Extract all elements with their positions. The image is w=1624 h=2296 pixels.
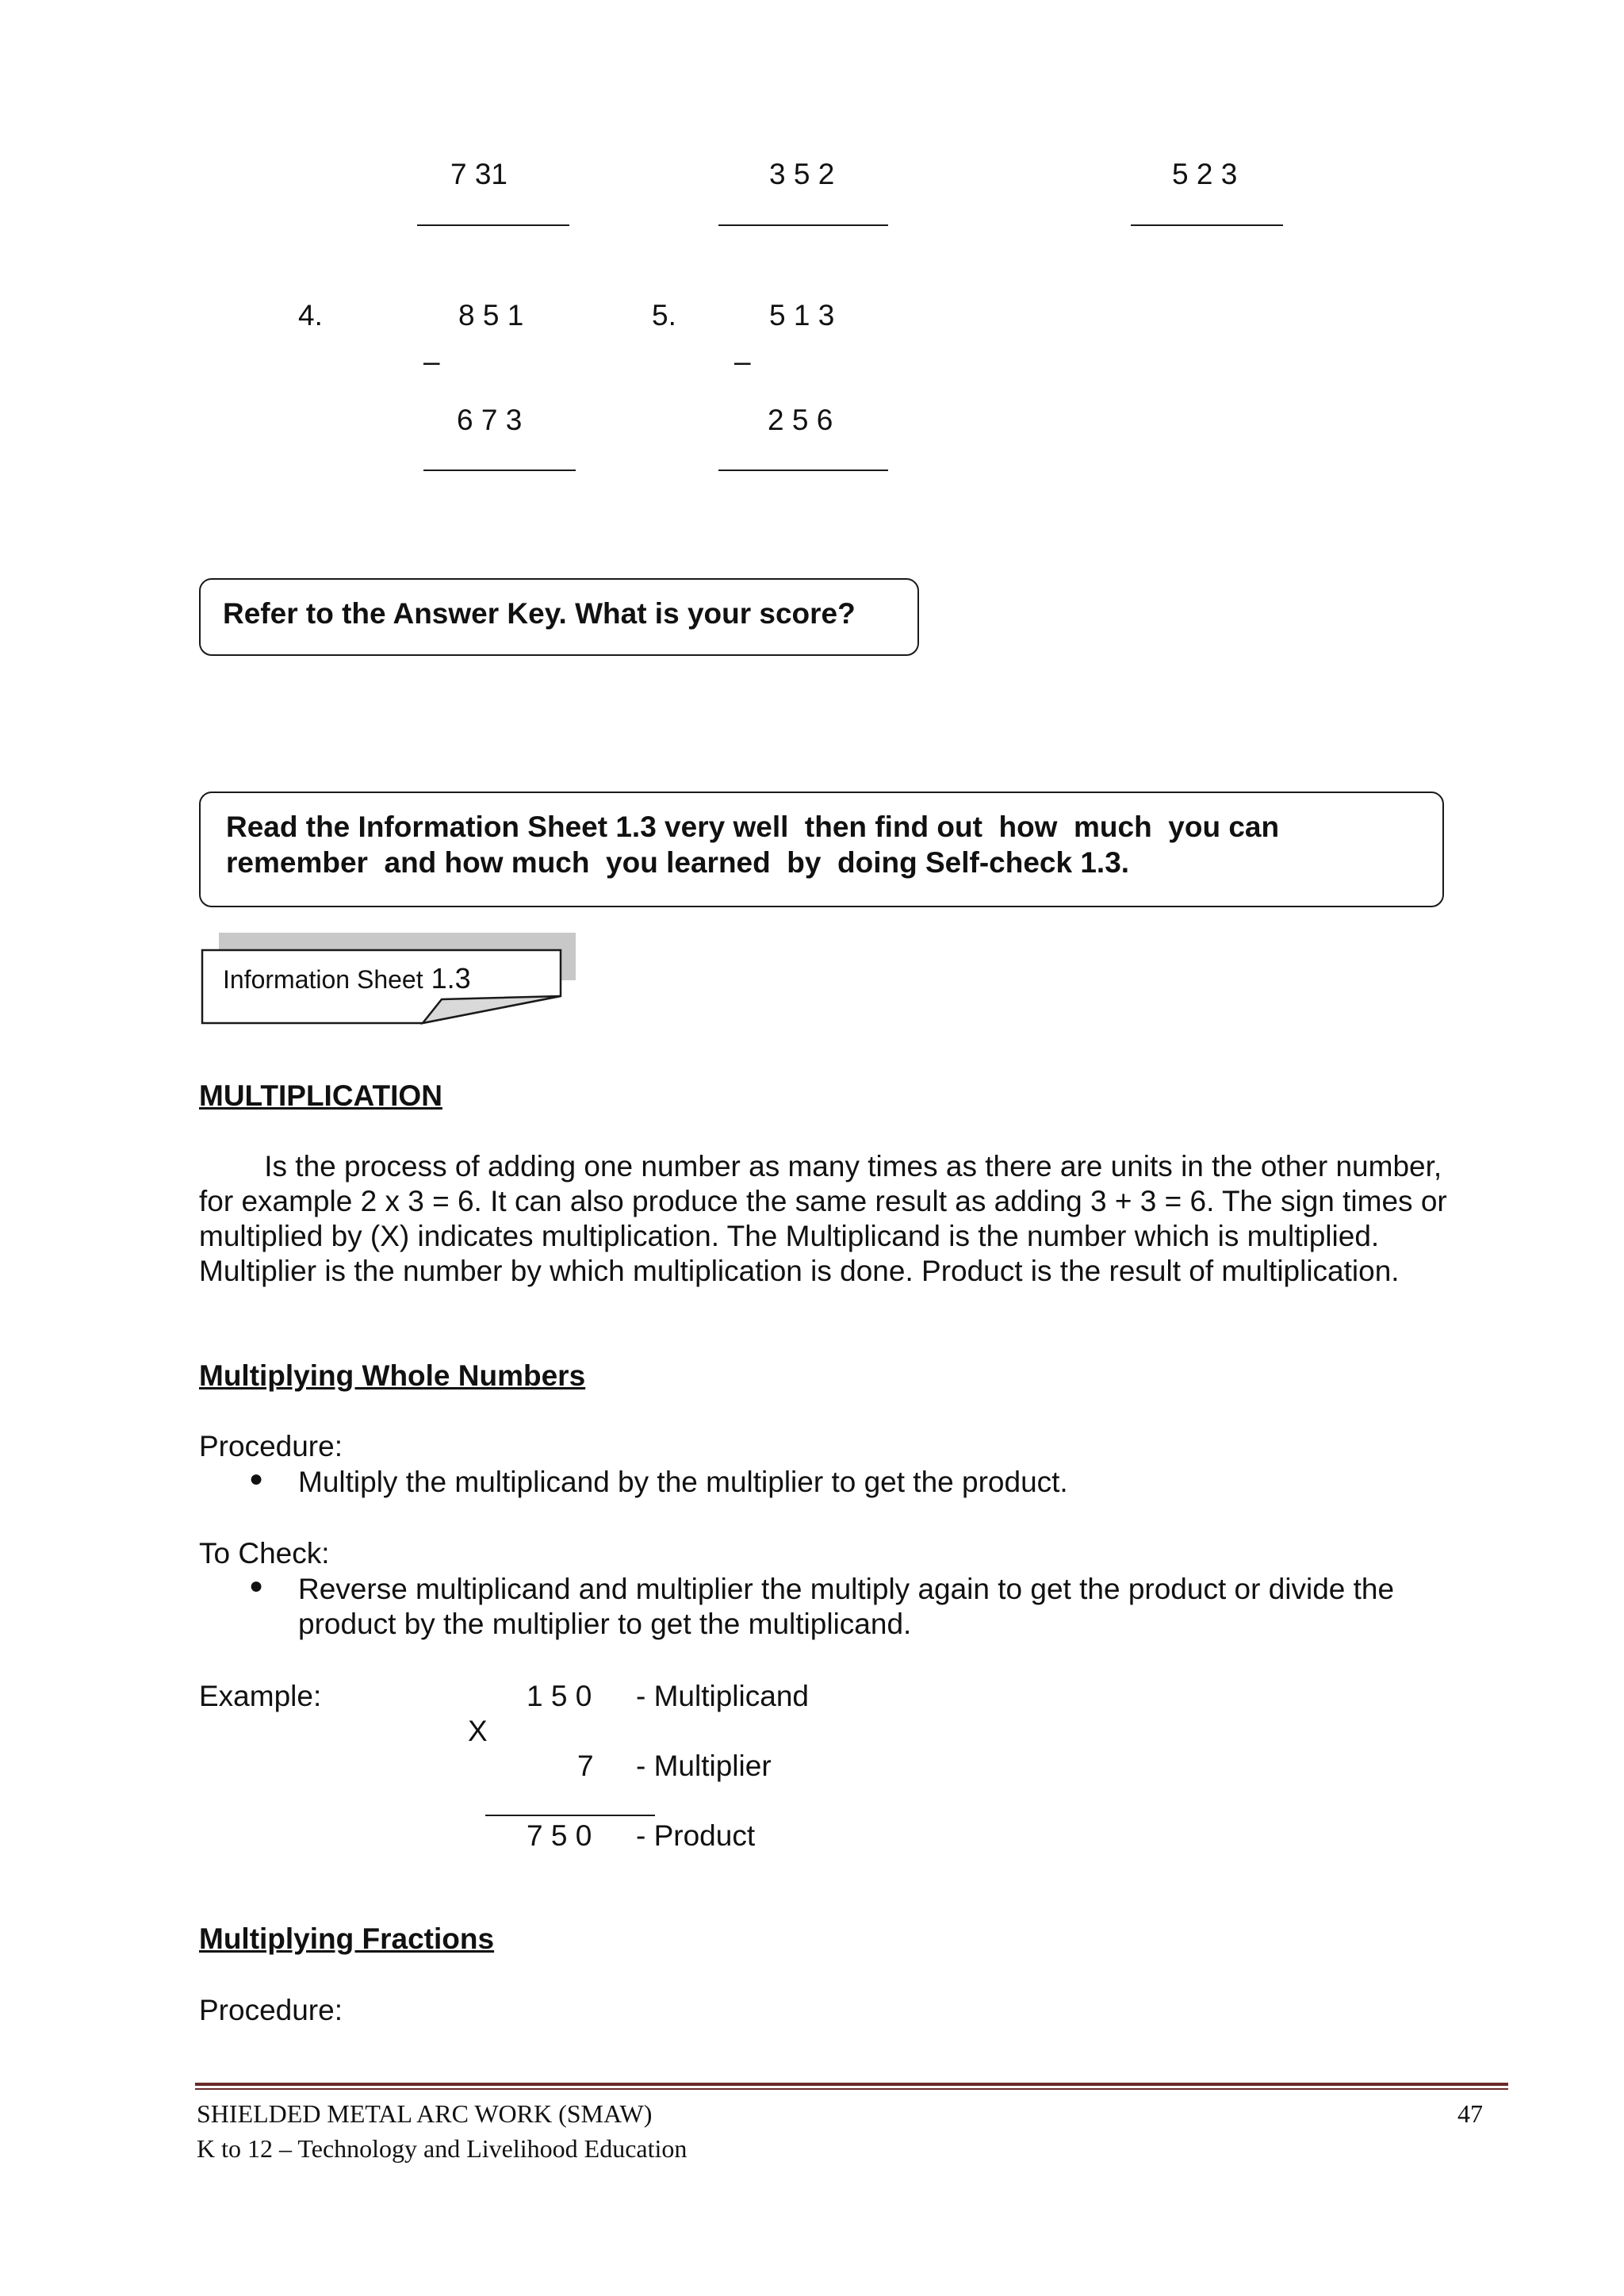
example-multiplier-label: - Multiplier xyxy=(636,1750,772,1782)
info-sheet-tab xyxy=(201,949,562,1025)
problem-row1-a: 7 31 xyxy=(450,158,508,190)
info-sheet-tab-label: Information Sheet 1.3 xyxy=(223,962,471,995)
example-multiplicand-label: - Multiplicand xyxy=(636,1680,809,1712)
example-label: Example: xyxy=(199,1680,322,1712)
multiplication-line-4: Multiplier is the number by which multiplication is done. Product is the result of multiplication. xyxy=(199,1255,1400,1287)
page-number: 47 xyxy=(1457,2099,1483,2128)
fractions-heading: Multiplying Fractions xyxy=(199,1922,495,1955)
example-product-label: - Product xyxy=(636,1819,756,1852)
footer-subtitle: K to 12 – Technology and Livelihood Education xyxy=(197,2134,688,2163)
check-label: To Check: xyxy=(199,1537,330,1570)
procedure-bullet-text: Multiply the multiplicand by the multiplier to get the product. xyxy=(298,1466,1068,1498)
answer-line xyxy=(718,470,888,471)
problem-4-sign: – xyxy=(423,345,440,378)
example-product: 7 5 0 xyxy=(527,1819,592,1852)
footer-rule-thin xyxy=(195,2088,1508,2090)
problem-row1-c: 5 2 3 xyxy=(1172,158,1238,190)
multiplication-line-1: Is the process of adding one number as many times as there are units in the other number, xyxy=(199,1150,1442,1182)
example-product-line xyxy=(485,1815,655,1816)
multiplication-heading: MULTIPLICATION xyxy=(199,1079,442,1112)
answer-key-text: Refer to the Answer Key. What is your score? xyxy=(223,597,856,630)
example-multiplicand: 1 5 0 xyxy=(527,1680,592,1712)
multiplication-line-2: for example 2 x 3 = 6. It can also produce the same result as adding 3 + 3 = 6. The sign times or xyxy=(199,1185,1447,1217)
problem-row1-b: 3 5 2 xyxy=(769,158,835,190)
read-info-line-1: Read the Information Sheet 1.3 very well then find out how much you can xyxy=(226,811,1280,843)
footer-title: SHIELDED METAL ARC WORK (SMAW) xyxy=(197,2099,653,2128)
bullet-icon: ● xyxy=(249,1466,264,1492)
check-bullet-line-1: Reverse multiplicand and multiplier the multiply again to get the product or divide the xyxy=(298,1573,1395,1605)
multiplication-line-3: multiplied by (X) indicates multiplication. The Multiplicand is the number which is multiplied. xyxy=(199,1220,1380,1252)
bullet-icon: ● xyxy=(249,1573,264,1599)
answer-line xyxy=(1131,224,1283,226)
example-multiplier: 7 xyxy=(577,1750,594,1782)
problem-5-number: 5. xyxy=(652,299,676,332)
answer-key-callout xyxy=(199,578,919,656)
problem-4-bottom: 6 7 3 xyxy=(457,404,523,436)
whole-numbers-heading: Multiplying Whole Numbers xyxy=(199,1359,586,1392)
answer-line xyxy=(423,470,576,471)
problem-5-sign: – xyxy=(734,345,751,378)
problem-4-number: 4. xyxy=(298,299,323,332)
fractions-procedure-label: Procedure: xyxy=(199,1994,343,2026)
read-info-callout xyxy=(199,792,1444,907)
example-times-sign: X xyxy=(468,1715,488,1747)
footer-rule xyxy=(195,2083,1508,2086)
answer-line xyxy=(718,224,888,226)
answer-line xyxy=(417,224,569,226)
check-bullet-line-2: product by the multiplier to get the multiplicand. xyxy=(298,1608,912,1640)
problem-4-top: 8 5 1 xyxy=(458,299,524,332)
problem-5-top: 5 1 3 xyxy=(769,299,835,332)
read-info-line-2: remember and how much you learned by doing Self-check 1.3. xyxy=(226,846,1130,879)
problem-5-bottom: 2 5 6 xyxy=(768,404,833,436)
procedure-label: Procedure: xyxy=(199,1430,343,1462)
